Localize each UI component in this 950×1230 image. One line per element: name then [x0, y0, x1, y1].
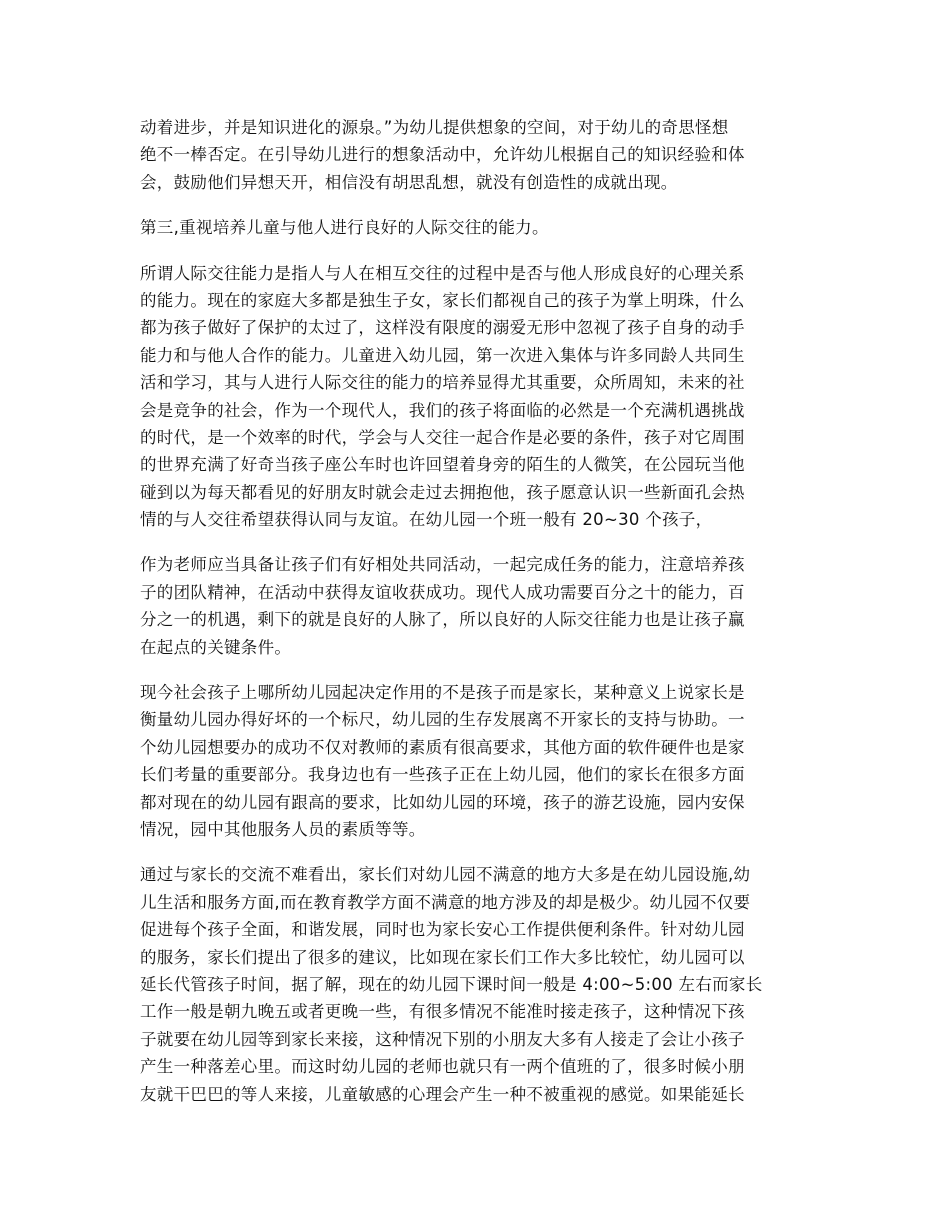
- text-line: 促进每个孩子全面，和谐发展，同时也为家长安心工作提供便利条件。针对幼儿园: [140, 920, 745, 940]
- text-line: 工作一般是朝九晚五或者更晚一些，有很多情况不能准时接走孩子，这种情况下孩: [140, 1002, 745, 1022]
- text-line: 会，鼓励他们异想天开，相信没有胡思乱想，就没有创造性的成就出现。: [140, 172, 678, 192]
- paragraph-1: [140, 114, 804, 196]
- text-line: 子的团队精神，在活动中获得友谊收获成功。现代人成功需要百分之十的能力，百: [140, 582, 745, 602]
- text-line: 产生一种落差心里。而这时幼儿园的老师也就只有一两个值班的了，很多时候小朋: [140, 1057, 745, 1077]
- text-line: 在起点的关键条件。: [140, 637, 292, 657]
- text-line: 延长代管孩子时间，据了解，现在的幼儿园下课时间一般是 4:00~5:00 左右而家长: [140, 974, 763, 994]
- text-line: 衡量幼儿园办得好坏的一个标尺，幼儿园的生存发展离不开家长的支持与协助。一: [140, 710, 745, 730]
- text-line: 友就干巴巴的等人来接，儿童敏感的心理会产生一种不被重视的感觉。如果能延长: [140, 1084, 745, 1104]
- text-line: 儿生活和服务方面,而在教育教学方面不满意的地方涉及的却是极少。幼儿园不仅要: [140, 892, 751, 912]
- text-line: 动着进步，并是知识进化的源泉。”为幼儿提供想象的空间，对于幼儿的奇思怪想: [140, 118, 729, 137]
- text-line: 分之一的机遇，剩下的就是良好的人脉了，所以良好的人际交往能力也是让孩子赢: [140, 610, 745, 630]
- section-heading: [140, 214, 804, 241]
- paragraph-4: [140, 551, 804, 661]
- text-line: 会是竞争的社会，作为一个现代人，我们的孩子将面临的必然是一个充满机遇挑战: [140, 400, 745, 420]
- text-line: 能力和与他人合作的能力。儿童进入幼儿园，第一次进入集体与许多同龄人共同生: [140, 345, 745, 365]
- text-line: 都为孩子做好了保护的太过了，这样没有限度的溺爱无形中忽视了孩子自身的动手: [140, 318, 745, 338]
- text-line: 都对现在的幼儿园有跟高的要求，比如幼儿园的环境，孩子的游艺设施，园内安保: [140, 792, 745, 812]
- text-line: 作为老师应当具备让孩子们有好相处共同活动，一起完成任务的能力，注意培养孩: [140, 555, 745, 575]
- text-line: 个幼儿园想要办的成功不仅对教师的素质有很高要求，其他方面的软件硬件也是家: [140, 737, 745, 757]
- document-page: [140, 114, 804, 1126]
- text-line: 所谓人际交往能力是指人与人在相互交往的过程中是否与他人形成良好的心理关系: [140, 263, 745, 283]
- paragraph-5: [140, 679, 804, 843]
- text-line: 碰到以为每天都看见的好朋友时就会走过去拥抱他，孩子愿意认识一些新面孔会热: [140, 482, 745, 502]
- text-line: 通过与家长的交流不难看出，家长们对幼儿园不满意的地方大多是在幼儿园设施,幼: [140, 865, 751, 885]
- text-line: 子就要在幼儿园等到家长来接，这种情况下别的小朋友大多有人接走了会让小孩子: [140, 1029, 745, 1049]
- text-line: 的能力。现在的家庭大多都是独生子女，家长们都视自己的孩子为掌上明珠，什么: [140, 290, 745, 310]
- text-line: 的时代，是一个效率的时代，学会与人交往一起合作是必要的条件，孩子对它周围: [140, 427, 745, 447]
- text-line: 情的与人交往希望获得认同与友谊。在幼儿园一个班一般有 20~30 个孩子，: [140, 510, 713, 530]
- text-line: 的世界充满了好奇当孩子座公车时也许回望着身旁的陌生的人微笑，在公园玩当他: [140, 455, 745, 475]
- text-line: 情况，园中其他服务人员的素质等等。: [140, 819, 426, 839]
- heading-line: 第三,重视培养儿童与他人进行良好的人际交往的能力。: [140, 218, 549, 238]
- text-line: 现今社会孩子上哪所幼儿园起决定作用的不是孩子而是家长，某种意义上说家长是: [140, 683, 745, 703]
- paragraph-6: [140, 861, 804, 1108]
- text-line: 长们考量的重要部分。我身边也有一些孩子正在上幼儿园，他们的家长在很多方面: [140, 765, 745, 785]
- text-line: 活和学习，其与人进行人际交往的能力的培养显得尤其重要，众所周知，未来的社: [140, 373, 745, 393]
- text-line: 的服务，家长们提出了很多的建议，比如现在家长们工作大多比较忙，幼儿园可以: [140, 947, 745, 967]
- paragraph-3: [140, 260, 804, 534]
- text-line: 绝不一棒否定。在引导幼儿进行的想象活动中，允许幼儿根据自己的知识经验和体: [140, 145, 745, 165]
